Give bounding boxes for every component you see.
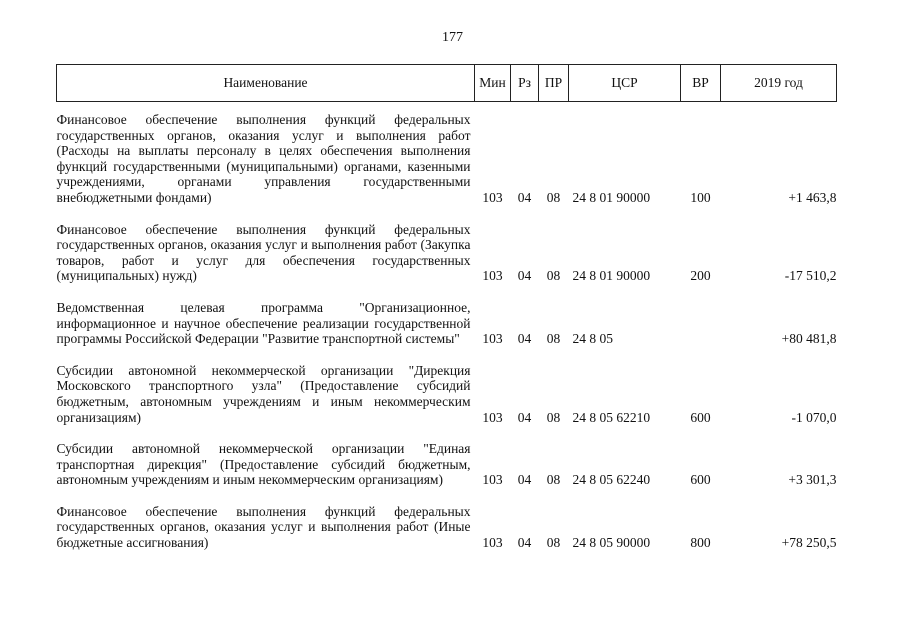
header-rz: Рз xyxy=(511,65,539,102)
row-pr: 08 xyxy=(546,268,561,284)
header-pr: ПР xyxy=(539,65,569,102)
row-name: Субсидии автономной некоммерческой организации "Единая транспортная дирекция" (Предоставление субсидий бюджетным, автономным учреждениям и иным некоммерческим организациям) xyxy=(56,441,471,488)
row-csr: 24 8 05 62240 xyxy=(572,472,651,488)
row-vr xyxy=(681,290,721,353)
row-rz: 04 xyxy=(517,472,532,488)
row-amount: +80 481,8 xyxy=(781,331,837,347)
table-row xyxy=(57,431,837,494)
header-csr: ЦСР xyxy=(569,65,681,102)
row-min: 103 xyxy=(482,535,503,551)
table-row xyxy=(57,290,837,353)
row-csr: 24 8 05 90000 xyxy=(572,535,651,551)
table-row xyxy=(57,102,837,212)
row-pr: 08 xyxy=(546,189,561,205)
table-row xyxy=(57,212,837,290)
row-csr: 24 8 05 62210 xyxy=(572,409,651,425)
row-name: Ведомственная целевая программа "Организационное, информационное и научное обеспечение реализации государственной программы Российской Федерации "Развитие транспортной системы" xyxy=(56,299,471,347)
row-name: Финансовое обеспечение выполнения функций федеральных государственных органов, оказания услуг и выполнения работ (Расходы на выплаты персоналу в целях обеспечения выполнения функций государственными (муниципальными) органами, казенными учреждениями, органами управления государственными внебюджетными фондами) xyxy=(56,112,471,205)
row-rz: 04 xyxy=(517,535,532,551)
header-name: Наименование xyxy=(57,65,475,102)
row-amount: -17 510,2 xyxy=(784,268,837,284)
row-rz: 04 xyxy=(517,409,532,425)
row-name: Финансовое обеспечение выполнения функций федеральных государственных органов, оказания услуг и выполнения работ (Иные бюджетные ассигнования) xyxy=(56,503,471,551)
row-min: 103 xyxy=(482,472,503,488)
row-csr: 24 8 01 90000 xyxy=(572,268,651,284)
header-min: Мин xyxy=(475,65,511,102)
row-rz: 04 xyxy=(517,189,532,205)
table-row xyxy=(57,353,837,431)
row-min: 103 xyxy=(482,331,503,347)
row-min: 103 xyxy=(482,268,503,284)
row-min: 103 xyxy=(482,409,503,425)
row-vr: 600 xyxy=(690,409,711,425)
row-vr: 200 xyxy=(690,268,711,284)
row-amount: -1 070,0 xyxy=(791,409,837,425)
row-name: Финансовое обеспечение выполнения функций федеральных государственных органов, оказания услуг и выполнения работ (Закупка товаров, работ и услуг для обеспечения государственных (муниципальных) нужд) xyxy=(56,221,471,284)
row-vr: 100 xyxy=(690,189,711,205)
row-pr: 08 xyxy=(546,409,561,425)
row-rz: 04 xyxy=(517,331,532,347)
table-row xyxy=(57,494,837,557)
row-csr: 24 8 01 90000 xyxy=(572,189,651,205)
row-amount: +1 463,8 xyxy=(788,189,837,205)
row-amount: +3 301,3 xyxy=(788,472,837,488)
row-vr: 800 xyxy=(690,535,711,551)
row-min: 103 xyxy=(482,189,503,205)
header-row xyxy=(57,65,837,102)
row-csr: 24 8 05 xyxy=(572,331,613,347)
row-amount: +78 250,5 xyxy=(781,535,837,551)
header-vr: ВР xyxy=(681,65,721,102)
header-year: 2019 год xyxy=(721,65,837,102)
row-name: Субсидии автономной некоммерческой организации "Дирекция Московского транспортного узла" (Предоставление субсидий бюджетным, автономным учреждениям и иным некоммерческим организациям) xyxy=(56,362,471,425)
row-rz: 04 xyxy=(517,268,532,284)
row-pr: 08 xyxy=(546,535,561,551)
row-pr: 08 xyxy=(546,331,561,347)
page-number: 177 xyxy=(442,30,463,45)
row-vr: 600 xyxy=(690,472,711,488)
budget-table xyxy=(56,64,837,557)
row-pr: 08 xyxy=(546,472,561,488)
